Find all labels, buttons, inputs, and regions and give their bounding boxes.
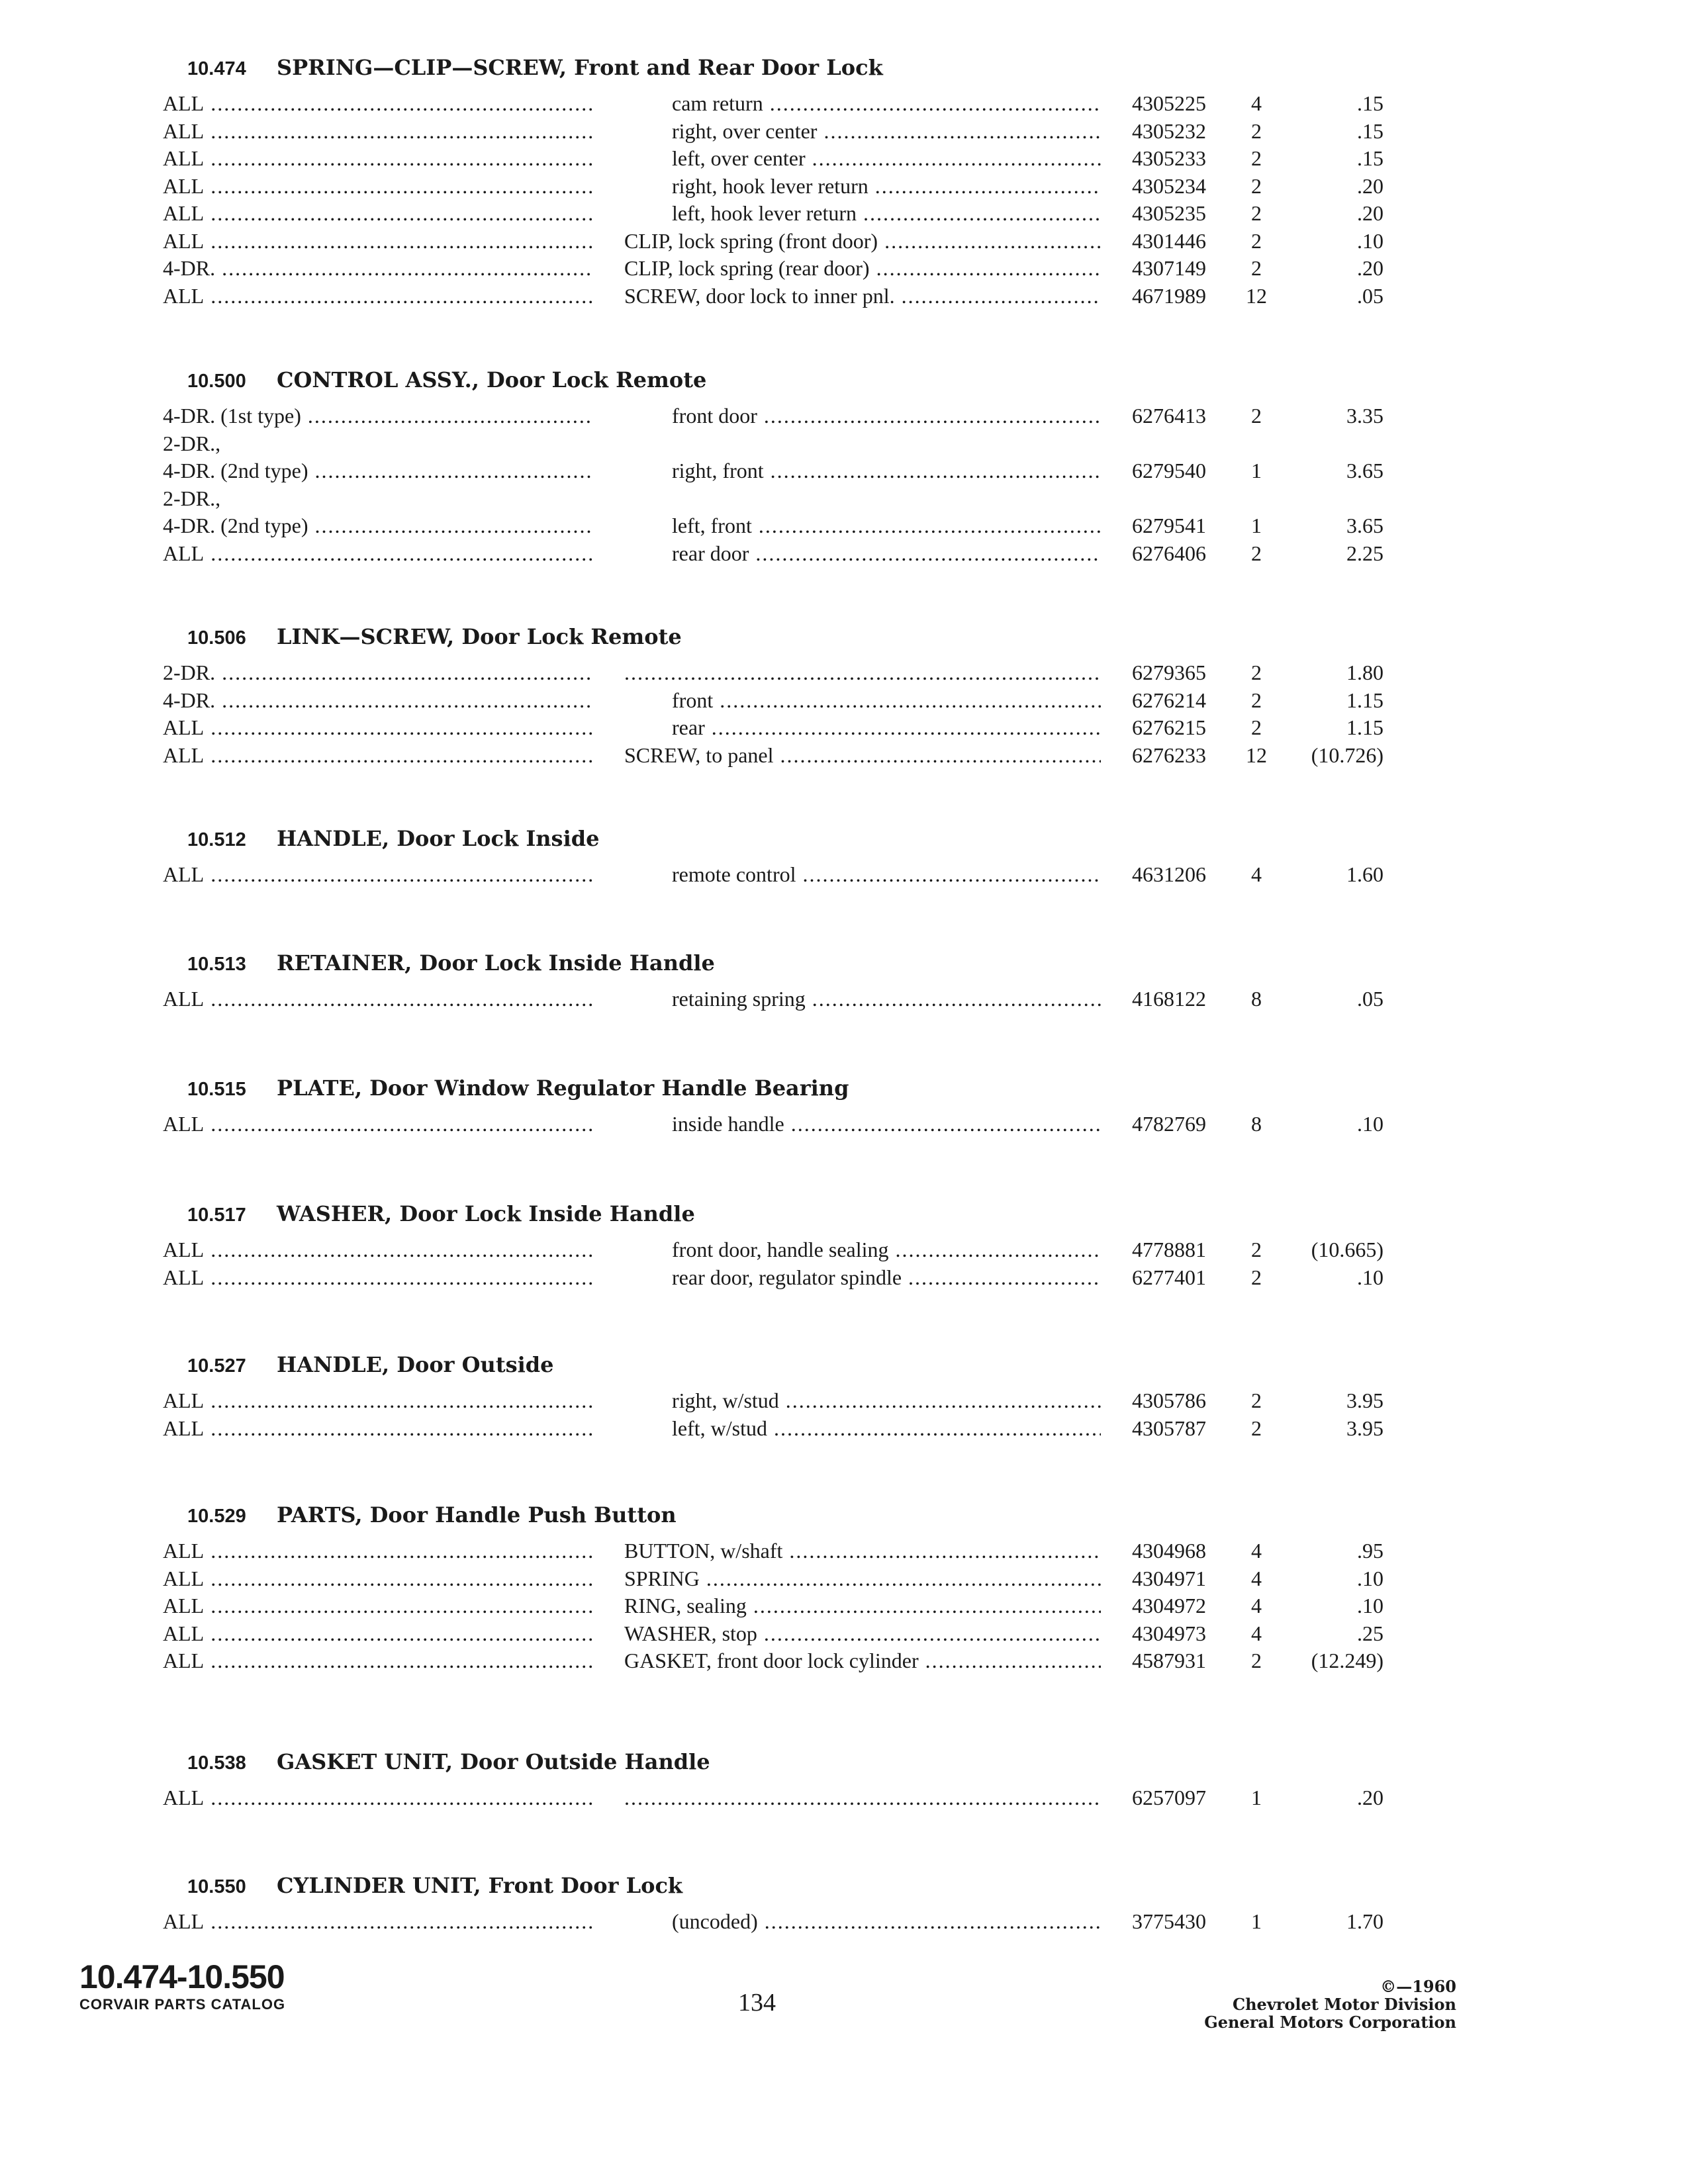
description-cell — [672, 402, 1101, 430]
model-text: 4-DR. (2nd type) — [163, 514, 308, 537]
description-text: CLIP, lock spring (front door) — [624, 228, 878, 253]
part-number: 4305235 — [1132, 201, 1206, 225]
part-row — [0, 659, 1688, 687]
parts-rows — [0, 659, 1688, 769]
price: (10.665) — [1311, 1238, 1383, 1261]
section-number: 10.513 — [187, 954, 246, 975]
model-text: 4-DR. (2nd type) — [163, 459, 308, 482]
description-text: SCREW, door lock to inner pnl. — [624, 283, 895, 308]
parts-rows — [0, 1784, 1688, 1812]
part-number: 6276413 — [1132, 404, 1206, 428]
description-cell — [624, 1620, 1101, 1648]
part-row — [0, 228, 1688, 255]
model-text: ALL — [163, 987, 205, 1011]
section-title: LINK—SCREW, Door Lock Remote — [277, 624, 682, 649]
part-row — [0, 145, 1688, 173]
price: 3.65 — [1346, 514, 1383, 537]
part-row — [0, 687, 1688, 715]
part-number: 4305233 — [1132, 146, 1206, 170]
part-number: 4631206 — [1132, 862, 1206, 886]
price: .15 — [1357, 146, 1383, 170]
part-row — [0, 283, 1688, 310]
description-text: right, front — [672, 459, 764, 482]
description-text: inside handle — [672, 1112, 784, 1136]
part-row — [0, 540, 1688, 568]
section-heading — [187, 1747, 710, 1778]
model-cell — [163, 687, 593, 715]
quantity: 4 — [1251, 1594, 1262, 1617]
part-row — [0, 1264, 1688, 1292]
part-row — [0, 255, 1688, 283]
model-cell — [163, 985, 593, 1013]
model-cell — [163, 1236, 593, 1264]
section-number: 10.550 — [187, 1876, 246, 1897]
quantity: 2 — [1251, 541, 1262, 565]
quantity: 2 — [1251, 715, 1262, 739]
quantity: 2 — [1251, 201, 1262, 225]
model-text: ALL — [163, 1649, 205, 1672]
model-text: 2-DR. — [163, 660, 216, 684]
part-row — [0, 714, 1688, 742]
model-cell — [163, 145, 593, 173]
price: .05 — [1357, 283, 1383, 308]
catalog-name: CORVAIR PARTS CATALOG — [79, 1996, 286, 2013]
section-number: 10.527 — [187, 1355, 246, 1377]
model-text: ALL — [163, 715, 205, 739]
quantity: 1 — [1251, 1909, 1262, 1933]
description-text: rear — [672, 715, 705, 739]
part-number: 6277401 — [1132, 1265, 1206, 1289]
part-number: 4304973 — [1132, 1621, 1206, 1645]
quantity: 2 — [1251, 1238, 1262, 1261]
quantity: 1 — [1251, 514, 1262, 537]
price: (12.249) — [1311, 1649, 1383, 1672]
description-text: left, hook lever return — [672, 201, 857, 225]
section-title: SPRING—CLIP—SCREW, Front and Rear Door Lock — [277, 55, 883, 80]
section-number: 10.512 — [187, 829, 246, 850]
model-text: ALL — [163, 283, 205, 308]
model-text: ALL — [163, 541, 205, 565]
part-row — [0, 742, 1688, 770]
description-cell — [672, 1415, 1101, 1443]
model-text: 4-DR. — [163, 688, 216, 712]
section-heading — [187, 1500, 677, 1531]
part-number: 6279365 — [1132, 660, 1206, 684]
part-row — [0, 1620, 1688, 1648]
description-text: WASHER, stop — [624, 1621, 757, 1645]
description-cell — [672, 200, 1101, 228]
model-text: 4-DR. (1st type) — [163, 404, 301, 428]
part-number: 4304968 — [1132, 1539, 1206, 1563]
quantity: 2 — [1251, 1649, 1262, 1672]
model-text: ALL — [163, 1909, 205, 1933]
description-cell — [672, 145, 1101, 173]
part-row — [0, 1387, 1688, 1415]
description-text: SPRING — [624, 1566, 700, 1590]
part-row — [0, 1647, 1688, 1675]
section-heading — [187, 365, 706, 396]
part-number: 4304971 — [1132, 1566, 1206, 1590]
description-text: GASKET, front door lock cylinder — [624, 1649, 919, 1672]
section-number: 10.517 — [187, 1205, 246, 1226]
model-label: 2-DR., — [163, 486, 221, 510]
model-cell — [163, 1111, 593, 1138]
description-text: front — [672, 688, 714, 712]
model-cell — [163, 1592, 593, 1620]
quantity: 2 — [1251, 256, 1262, 280]
model-cell — [163, 1908, 593, 1936]
section-heading — [187, 53, 883, 83]
quantity: 4 — [1251, 862, 1262, 886]
part-number: 4305787 — [1132, 1416, 1206, 1440]
model-cell — [163, 1537, 593, 1565]
part-row — [0, 861, 1688, 889]
part-row — [0, 173, 1688, 201]
description-text: right, over center — [672, 118, 818, 143]
description-cell — [624, 742, 1101, 770]
description-cell — [672, 714, 1101, 742]
price: .25 — [1357, 1621, 1383, 1645]
section-number: 10.515 — [187, 1079, 246, 1100]
description-cell — [672, 1236, 1101, 1264]
section-number: 10.506 — [187, 627, 246, 649]
description-text: right, w/stud — [672, 1388, 779, 1412]
section-number: 10.538 — [187, 1752, 246, 1774]
part-number: 4305234 — [1132, 173, 1206, 198]
description-cell — [672, 173, 1101, 201]
price: 1.15 — [1346, 688, 1383, 712]
description-text: rear door — [672, 541, 749, 565]
quantity: 2 — [1251, 660, 1262, 684]
parts-rows — [0, 1537, 1688, 1675]
price: .20 — [1357, 256, 1383, 280]
parts-rows — [0, 402, 1688, 567]
page-number: 134 — [738, 1989, 776, 2017]
part-row — [0, 90, 1688, 118]
model-cell — [163, 742, 593, 770]
description-text: front door, handle sealing — [672, 1238, 889, 1261]
quantity: 4 — [1251, 1539, 1262, 1563]
model-text: ALL — [163, 1621, 205, 1645]
section-number: 10.474 — [187, 58, 246, 79]
model-cell — [163, 255, 593, 283]
section-title: HANDLE, Door Lock Inside — [277, 826, 600, 851]
description-text: left, front — [672, 514, 752, 537]
price: 2.25 — [1346, 541, 1383, 565]
price: 1.15 — [1346, 715, 1383, 739]
model-text: ALL — [163, 146, 205, 170]
quantity: 2 — [1251, 118, 1262, 143]
section-title: CYLINDER UNIT, Front Door Lock — [277, 1873, 683, 1898]
part-number: 6279540 — [1132, 459, 1206, 482]
model-text: ALL — [163, 862, 205, 886]
part-number: 4307149 — [1132, 256, 1206, 280]
model-text: ALL — [163, 1388, 205, 1412]
description-text: front door — [672, 404, 757, 428]
part-number: 4671989 — [1132, 283, 1206, 308]
price: .10 — [1357, 228, 1383, 253]
publisher-block — [1204, 1978, 1456, 2031]
parts-rows — [0, 1111, 1688, 1138]
division: Chevrolet Motor Division — [1233, 1995, 1456, 2014]
description-cell — [672, 985, 1101, 1013]
model-text: ALL — [163, 743, 205, 767]
price: 3.35 — [1346, 404, 1383, 428]
model-text: ALL — [163, 1566, 205, 1590]
part-number: 4305786 — [1132, 1388, 1206, 1412]
quantity: 1 — [1251, 459, 1262, 482]
model-text: ALL — [163, 91, 205, 115]
description-cell — [624, 1565, 1101, 1593]
price: .10 — [1357, 1566, 1383, 1590]
description-cell — [624, 1784, 1101, 1812]
part-number: 4782769 — [1132, 1112, 1206, 1136]
description-cell — [624, 283, 1101, 310]
part-number: 4305225 — [1132, 91, 1206, 115]
model-text: 4-DR. — [163, 256, 216, 280]
part-row — [0, 1537, 1688, 1565]
price: 3.95 — [1346, 1388, 1383, 1412]
model-text: ALL — [163, 1265, 205, 1289]
model-cell — [163, 1784, 593, 1812]
model-cell — [163, 402, 593, 430]
description-cell — [672, 90, 1101, 118]
model-cell — [163, 457, 593, 485]
quantity: 8 — [1251, 1112, 1262, 1136]
section-heading — [187, 824, 599, 854]
description-cell — [624, 1537, 1101, 1565]
model-cell — [163, 1647, 593, 1675]
price: .10 — [1357, 1112, 1383, 1136]
quantity: 12 — [1246, 743, 1267, 767]
description-text: rear door, regulator spindle — [672, 1265, 902, 1289]
part-number: 3775430 — [1132, 1909, 1206, 1933]
part-number: 6276406 — [1132, 541, 1206, 565]
model-cell — [163, 1415, 593, 1443]
parts-rows — [0, 1236, 1688, 1291]
quantity: 2 — [1251, 228, 1262, 253]
description-text: cam return — [672, 91, 763, 115]
part-row — [0, 118, 1688, 146]
price: .10 — [1357, 1265, 1383, 1289]
parts-rows — [0, 1387, 1688, 1442]
model-text: ALL — [163, 1786, 205, 1809]
model-cell — [163, 118, 593, 146]
model-note — [0, 485, 1688, 513]
model-text: ALL — [163, 1539, 205, 1563]
price: .20 — [1357, 1786, 1383, 1809]
model-cell — [163, 228, 593, 255]
model-cell — [163, 861, 593, 889]
description-cell — [624, 659, 1101, 687]
quantity: 2 — [1251, 404, 1262, 428]
part-number: 6276214 — [1132, 688, 1206, 712]
description-text: left, over center — [672, 146, 806, 170]
quantity: 2 — [1251, 1416, 1262, 1440]
part-row — [0, 402, 1688, 430]
section-heading — [187, 1871, 682, 1901]
part-row — [0, 1415, 1688, 1443]
part-row — [0, 1784, 1688, 1812]
model-text: ALL — [163, 201, 205, 225]
description-cell — [672, 1264, 1101, 1292]
model-label: 2-DR., — [163, 431, 221, 455]
price: .15 — [1357, 118, 1383, 143]
model-cell — [163, 714, 593, 742]
description-cell — [672, 118, 1101, 146]
copyright: ©—1960 — [1380, 1977, 1456, 1996]
price: .10 — [1357, 1594, 1383, 1617]
part-row — [0, 1908, 1688, 1936]
model-note — [0, 430, 1688, 458]
part-number: 4587931 — [1132, 1649, 1206, 1672]
model-text: ALL — [163, 173, 205, 198]
model-cell — [163, 173, 593, 201]
section-title: GASKET UNIT, Door Outside Handle — [277, 1749, 710, 1774]
description-cell — [672, 540, 1101, 568]
price: .20 — [1357, 173, 1383, 198]
part-row — [0, 512, 1688, 540]
description-text: SCREW, to panel — [624, 743, 774, 767]
part-number: 4301446 — [1132, 228, 1206, 253]
part-number: 4304972 — [1132, 1594, 1206, 1617]
description-cell — [624, 1592, 1101, 1620]
section-heading — [187, 1350, 554, 1381]
section-number: 10.500 — [187, 371, 246, 392]
description-cell — [624, 1647, 1101, 1675]
model-cell — [163, 1264, 593, 1292]
quantity: 2 — [1251, 146, 1262, 170]
section-title: RETAINER, Door Lock Inside Handle — [277, 950, 715, 976]
parts-rows — [0, 861, 1688, 889]
description-text: BUTTON, w/shaft — [624, 1539, 783, 1563]
price: .95 — [1357, 1539, 1383, 1563]
part-row — [0, 1592, 1688, 1620]
price: .05 — [1357, 987, 1383, 1011]
model-cell — [163, 1387, 593, 1415]
section-range: 10.474-10.550 — [79, 1958, 285, 1995]
model-text: ALL — [163, 228, 205, 253]
parts-rows — [0, 985, 1688, 1013]
model-text: ALL — [163, 1416, 205, 1440]
quantity: 2 — [1251, 173, 1262, 198]
section-title: WASHER, Door Lock Inside Handle — [277, 1201, 695, 1226]
section-title: HANDLE, Door Outside — [277, 1352, 554, 1377]
description-cell — [672, 512, 1101, 540]
price: 1.70 — [1346, 1909, 1383, 1933]
part-row — [0, 200, 1688, 228]
description-text: (uncoded) — [672, 1909, 758, 1933]
section-title: PLATE, Door Window Regulator Handle Bearing — [277, 1075, 849, 1101]
quantity: 4 — [1251, 1621, 1262, 1645]
description-text: left, w/stud — [672, 1416, 767, 1440]
description-cell — [672, 861, 1101, 889]
model-cell — [163, 1565, 593, 1593]
price: (10.726) — [1311, 743, 1383, 767]
description-cell — [672, 1111, 1101, 1138]
part-row — [0, 1565, 1688, 1593]
description-text: retaining spring — [672, 987, 806, 1011]
section-heading — [187, 622, 682, 653]
description-text: remote control — [672, 862, 796, 886]
section-heading — [187, 1073, 849, 1104]
part-row — [0, 1236, 1688, 1264]
description-cell — [672, 687, 1101, 715]
price: .20 — [1357, 201, 1383, 225]
section-heading — [187, 948, 715, 979]
quantity: 8 — [1251, 987, 1262, 1011]
section-title: PARTS, Door Handle Push Button — [277, 1502, 677, 1527]
quantity: 1 — [1251, 1786, 1262, 1809]
quantity: 2 — [1251, 1388, 1262, 1412]
quantity: 4 — [1251, 91, 1262, 115]
model-cell — [163, 200, 593, 228]
price: 3.95 — [1346, 1416, 1383, 1440]
corporation: General Motors Corporation — [1204, 2013, 1456, 2032]
part-row — [0, 985, 1688, 1013]
description-text: right, hook lever return — [672, 173, 868, 198]
model-cell — [163, 659, 593, 687]
description-cell — [672, 457, 1101, 485]
description-cell — [624, 255, 1101, 283]
part-number: 6279541 — [1132, 514, 1206, 537]
section-title: CONTROL ASSY., Door Lock Remote — [277, 367, 707, 392]
description-cell — [672, 1908, 1101, 1936]
quantity: 12 — [1246, 283, 1267, 308]
quantity: 4 — [1251, 1566, 1262, 1590]
model-text: ALL — [163, 1594, 205, 1617]
part-number: 4778881 — [1132, 1238, 1206, 1261]
price: 3.65 — [1346, 459, 1383, 482]
model-cell — [163, 540, 593, 568]
price: .15 — [1357, 91, 1383, 115]
parts-rows — [0, 1908, 1688, 1936]
model-cell — [163, 283, 593, 310]
section-number: 10.529 — [187, 1506, 246, 1527]
description-cell — [672, 1387, 1101, 1415]
model-cell — [163, 90, 593, 118]
description-text: CLIP, lock spring (rear door) — [624, 256, 870, 280]
section-heading — [187, 1199, 695, 1230]
quantity: 2 — [1251, 1265, 1262, 1289]
model-cell — [163, 1620, 593, 1648]
description-text: RING, sealing — [624, 1594, 747, 1617]
part-number: 4168122 — [1132, 987, 1206, 1011]
price: 1.60 — [1346, 862, 1383, 886]
part-number: 6276215 — [1132, 715, 1206, 739]
quantity: 2 — [1251, 688, 1262, 712]
part-number: 6257097 — [1132, 1786, 1206, 1809]
model-text: ALL — [163, 1112, 205, 1136]
part-row — [0, 457, 1688, 485]
part-row — [0, 1111, 1688, 1138]
part-number: 6276233 — [1132, 743, 1206, 767]
model-cell — [163, 512, 593, 540]
description-cell — [624, 228, 1101, 255]
model-text: ALL — [163, 1238, 205, 1261]
price: 1.80 — [1346, 660, 1383, 684]
model-text: ALL — [163, 118, 205, 143]
part-number: 4305232 — [1132, 118, 1206, 143]
parts-rows — [0, 90, 1688, 310]
